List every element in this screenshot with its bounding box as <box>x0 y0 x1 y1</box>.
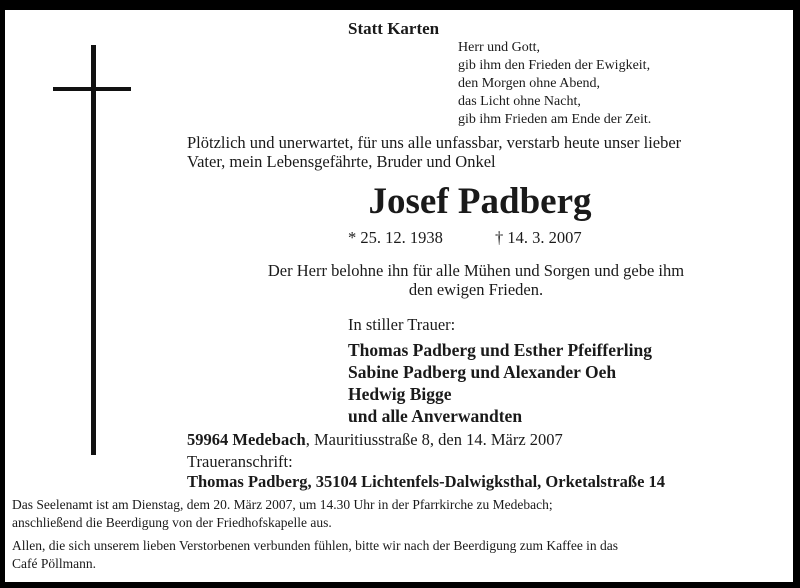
address-label: Traueranschrift: <box>187 452 293 471</box>
header-title: Statt Karten <box>348 19 440 38</box>
deceased-name: Josef Padberg <box>368 181 592 222</box>
mourner: Sabine Padberg und Alexander Oeh <box>348 362 617 382</box>
coffee-line: Café Pöllmann. <box>12 556 96 571</box>
poem-line: den Morgen ohne Abend, <box>458 76 601 91</box>
poem-line: gib ihm Frieden am Ende der Zeit. <box>458 112 652 127</box>
service-line: Das Seelenamt ist am Dienstag, dem 20. März 2007, um 14.30 Uhr in der Pfarrkirche zu Medebach; <box>12 497 553 512</box>
blessing-line: Der Herr belohne ihn für alle Mühen und Sorgen und gebe ihm <box>267 261 685 280</box>
coffee-invitation <box>12 537 618 573</box>
poem-line: das Licht ohne Nacht, <box>458 94 581 109</box>
blessing-line: den ewigen Frieden. <box>408 280 544 299</box>
service-info <box>12 496 553 532</box>
place-date <box>187 430 563 449</box>
obituary-notice <box>5 10 793 582</box>
mourning-address: Thomas Padberg, 35104 Lichtenfels-Dalwigksthal, Orketalstraße 14 <box>187 472 666 491</box>
blessing-text <box>226 261 726 299</box>
poem <box>458 39 651 129</box>
birth-date: * 25. 12. 1938 <box>348 228 443 247</box>
coffee-line: Allen, die sich unserem lieben Verstorbenen verbunden fühlen, bitte wir nach der Beerdigung zum Kaffee in das <box>12 538 619 553</box>
mourners-list <box>348 339 652 427</box>
intro-line: Vater, mein Lebensgefährte, Bruder und Onkel <box>187 152 496 171</box>
place-street-date: , Mauritiusstraße 8, den 14. März 2007 <box>305 430 563 449</box>
mourning-label: In stiller Trauer: <box>348 315 456 334</box>
poem-line: Herr und Gott, <box>458 40 541 55</box>
place-city: 59964 Medebach <box>187 430 306 449</box>
death-date: † 14. 3. 2007 <box>495 228 582 247</box>
mourner: Hedwig Bigge <box>348 384 452 404</box>
mourner: und alle Anverwandten <box>348 406 523 426</box>
mourner: Thomas Padberg und Esther Pfeifferling <box>348 340 652 360</box>
cross-vertical-bar <box>91 45 96 455</box>
cross-horizontal-bar <box>53 87 131 91</box>
intro-text <box>187 133 681 171</box>
poem-line: gib ihm den Frieden der Ewigkeit, <box>458 58 651 73</box>
service-line: anschließend die Beerdigung von der Friedhofskapelle aus. <box>12 515 332 530</box>
intro-line: Plötzlich und unerwartet, für uns alle unfassbar, verstarb heute unser lieber <box>187 133 682 152</box>
